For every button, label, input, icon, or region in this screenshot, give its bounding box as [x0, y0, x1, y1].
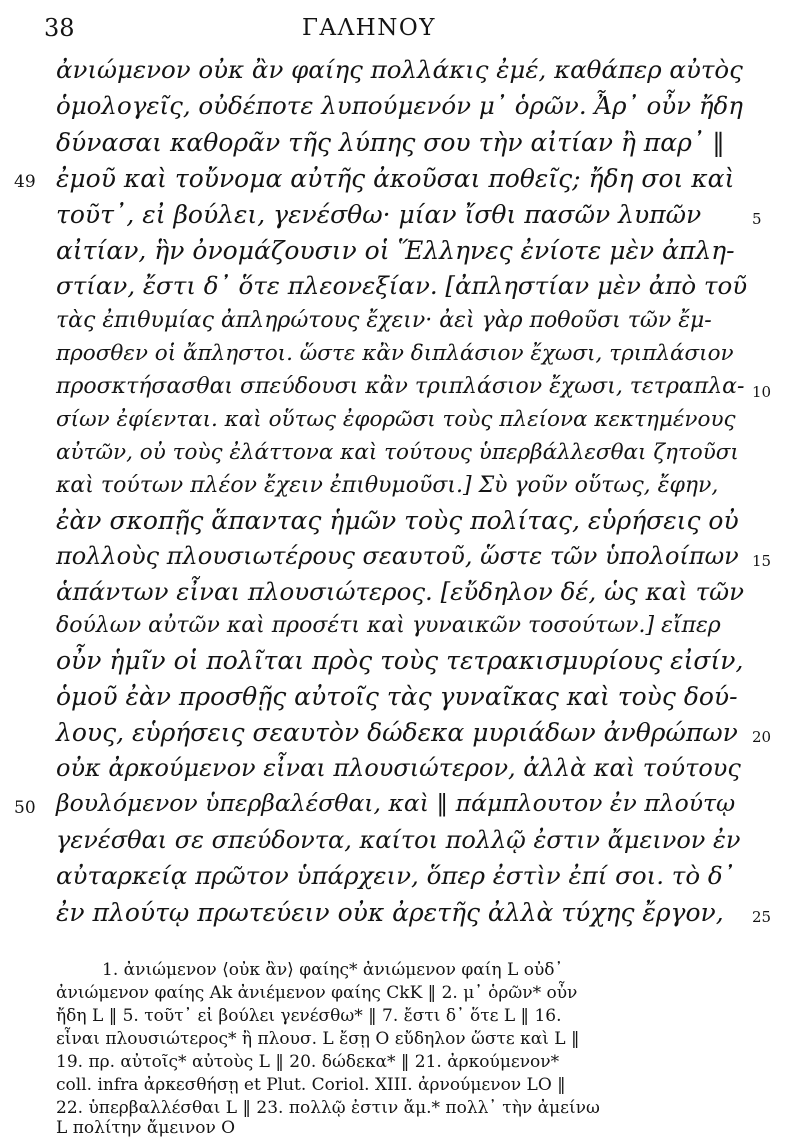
text-line-11: σίων ἐφίενται. καὶ οὕτως ἐφορῶσι τοὺς πλείονα κεκτημένους: [56, 407, 736, 432]
line-number-20: 20: [752, 728, 772, 746]
text-line-5: τοῦτ᾿, εἰ βούλει, γενέσθω· μίαν ἴσθι πασῶν λυπῶν: [56, 200, 702, 229]
text-line-20: λους, εὑρήσεις σεαυτὸν δώδεκα μυριάδων ἀνθρώπων: [56, 718, 738, 747]
page-number: 38: [44, 14, 75, 42]
text-line-14: ἐὰν σκοπῇς ἅπαντας ἡμῶν τοὺς πολίτας, εὑρήσεις οὐ: [56, 506, 739, 535]
line-number-15: 15: [752, 552, 772, 570]
footnote-line-6: coll. infra ἀρκεσθήσῃ et Plut. Coriol. XIII. ἀρνούμενον LO ‖: [56, 1075, 566, 1095]
footnote-line-1: [56, 962, 746, 979]
text-line-1: ἀνιώμενον οὐκ ἂν φαίης πολλάκις ἐμέ, καθάπερ αὐτὸς: [56, 55, 743, 84]
margin-number-50: 50: [14, 798, 36, 818]
footnote-line-3: ἤδη L ‖ 5. τοῦτ᾿ εἰ βούλει γενέσθω* ‖ 7. ἔστι δ᾿ ὅτε L ‖ 16.: [56, 1006, 562, 1026]
footnote-text: 1. ἀνιώμενον ⟨οὐκ ἂν⟩ φαίης* ἀνιώμενον φαίη L οὐδ᾿: [102, 960, 564, 980]
text-line-6: αἰτίαν, ἣν ὀνομάζουσιν οἱ Ἕλληνες ἐνίοτε μὲν ἀπλη-: [56, 236, 735, 265]
text-line-2: ὁμολογεῖς, οὐδέποτε λυπούμενόν μ᾿ ὁρῶν. Ἆρ᾿ οὖν ἤδη: [56, 91, 743, 120]
margin-number-49: 49: [14, 172, 36, 192]
footnote-line-5: 19. πρ. αὐτοῖς* αὐτοὺς L ‖ 20. δώδεκα* ‖ 21. ἀρκούμενον*: [56, 1052, 560, 1072]
text-line-8: τὰς ἐπιθυμίας ἀπληρώτους ἔχειν· ἀεὶ γὰρ ποθοῦσι τῶν ἔμ-: [56, 308, 712, 333]
text-line-15: πολλοὺς πλουσιωτέρους σεαυτοῦ, ὥστε τῶν ὑπολοίπων: [56, 542, 739, 570]
footnote-line-4: εἶναι πλουσιώτερος* ἢ πλουσ. L ἔσῃ O εὔδηλον ὥστε καὶ L ‖: [56, 1029, 580, 1049]
text-line-4: ἐμοῦ καὶ τοὔνομα αὐτῆς ἀκοῦσαι ποθεῖς; ἤδη σοι καὶ: [56, 164, 735, 193]
text-line-25: ἐν πλούτῳ πρωτεύειν οὐκ ἀρετῆς ἀλλὰ τύχης ἔργον,: [56, 898, 724, 927]
footnote-line-7: 22. ὑπερβαλλέσθαι L ‖ 23. πολλῷ ἐστιν ἄμ.* πολλ᾿ τὴν ἀμείνω: [56, 1098, 600, 1118]
text-line-16: ἁπάντων εἶναι πλουσιώτερος. [εὔδηλον δέ, ὡς καὶ τῶν: [56, 577, 744, 606]
text-line-3: δύνασαι καθορᾶν τῆς λύπης σου τὴν αἰτίαν ἢ παρ᾿ ‖: [56, 128, 725, 157]
text-line-21: οὐκ ἀρκούμενον εἶναι πλουσιώτερον, ἀλλὰ καὶ τούτους: [56, 754, 741, 782]
line-number-5: 5: [752, 210, 762, 228]
footnote-line-2: ἀνιώμενον φαίης Ak ἀνιέμενον φαίης CkK ‖ 2. μ᾿ ὁρῶν* οὖν: [56, 983, 578, 1003]
text-line-10: προσκτήσασθαι σπεύδουσι κἂν τριπλάσιον ἔχωσι, τετραπλα-: [56, 374, 745, 399]
text-line-9: προσθεν οἱ ἄπληστοι. ὥστε κἂν διπλάσιον ἔχωσι, τριπλάσιον: [56, 341, 734, 366]
footnote-line-8: L πολίτην ἄμεινον O: [56, 1118, 236, 1138]
text-line-18: οὖν ἡμῖν οἱ πολῖται πρὸς τοὺς τετρακισμυρίους εἰσίν,: [56, 646, 744, 675]
text-line-24: αὐταρκείᾳ πρῶτον ὑπάρχειν, ὅπερ ἐστὶν ἐπί σοι. τὸ δ᾿: [56, 861, 735, 890]
text-line-22: βουλόμενον ὑπερβαλέσθαι, καὶ ‖ πάμπλουτον ἐν πλούτῳ: [56, 789, 736, 817]
text-line-23: γενέσθαι σε σπεύδοντα, καίτοι πολλῷ ἐστιν ἄμεινον ἐν: [56, 826, 741, 854]
text-line-19: ὁμοῦ ἐὰν προσθῇς αὐτοῖς τὰς γυναῖκας καὶ τοὺς δού-: [56, 682, 738, 711]
line-number-25: 25: [752, 908, 772, 926]
text-line-17: δούλων αὐτῶν καὶ προσέτι καὶ γυναικῶν τοσούτων.] εἴπερ: [56, 613, 721, 638]
text-line-12: αὐτῶν, οὐ τοὺς ἐλάττονα καὶ τούτους ὑπερβάλλεσθαι ζητοῦσι: [56, 440, 739, 465]
running-head: ΓΑΛΗΝΟΥ: [302, 15, 436, 41]
text-line-13: καὶ τούτων πλέον ἔχειν ἐπιθυμοῦσι.] Σὺ γοῦν οὕτως, ἔφην,: [56, 473, 719, 498]
line-number-10: 10: [752, 383, 772, 401]
text-line-7: στίαν, ἔστι δ᾿ ὅτε πλεονεξίαν. [ἀπληστίαν μὲν ἀπὸ τοῦ: [56, 271, 748, 300]
